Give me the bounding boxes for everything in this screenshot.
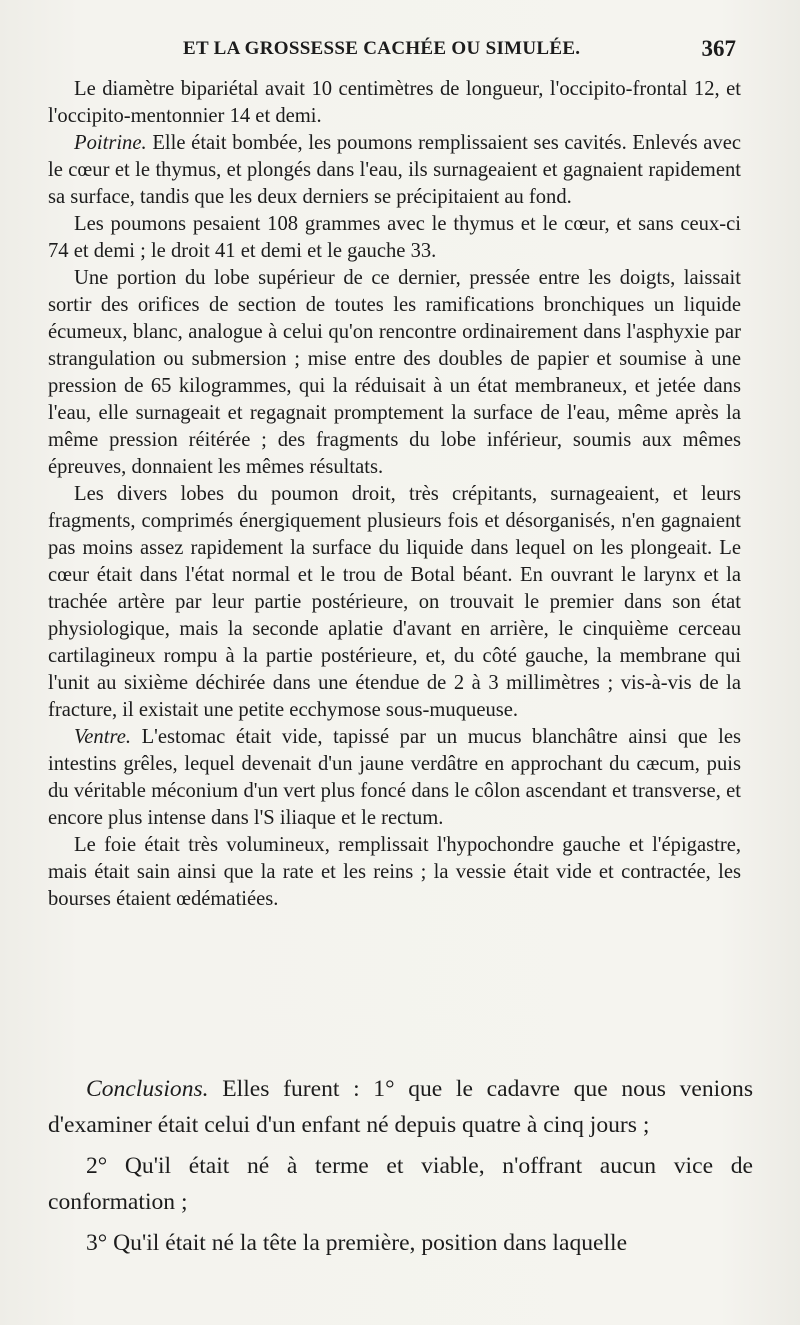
paragraph-ventre: Ventre. L'estomac était vide, tapissé par un mucus blanchâtre ainsi que les intestins grêles, lequel devenait d'un jaune verdâtre en approchant du cæcum, puis du véritable méconium d'un vert plus foncé dans le côlon ascendant et transverse, et encore plus intense dans l'S iliaque et le rectum. <box>48 726 741 829</box>
section-lead-poitrine: Poitrine. <box>74 132 147 154</box>
body-text <box>48 76 741 913</box>
section-lead-conclusions: Conclusions. <box>86 1076 209 1102</box>
paragraph-poitrine: Poitrine. Elle était bombée, les poumons remplissaient ses cavités. Enlevés avec le cœur et le thymus, et plongés dans l'eau, ils surnageaient et gagnaient rapidement sa surface, tandis que les deux derniers se précipitaient au fond. <box>48 132 741 208</box>
paragraph-right-lung: Les divers lobes du poumon droit, très crépitants, surnageaient, et leurs fragments, comprimés énergiquement plusieurs fois et désorganisés, n'en gagnaient pas moins assez rapidement la surface du liquide dans lequel on les plongeait. Le cœur était dans l'état normal et le trou de Botal béant. En ouvrant le larynx et la trachée artère par leur partie postérieure, on trouvait le premier dans son état physiologique, mais la seconde aplatie d'avant en arrière, le cinquième cerceau cartilagineux rompu à la partie postérieure, et, du côté gauche, la membrane qui l'unit au sixième déchirée dans une étendue de 2 à 3 millimètres ; vis-à-vis de la fracture, il existait une petite ecchymose sous-muqueuse. <box>48 483 741 721</box>
running-title: ET LA GROSSESSE CACHÉE OU SIMULÉE. <box>183 38 581 59</box>
page-header <box>0 38 800 68</box>
conclusion-2: 2° Qu'il était né à terme et viable, n'offrant aucun vice de conformation ; <box>48 1153 753 1215</box>
paragraph-liver: Le foie était très volumineux, remplissait l'hypochondre gauche et l'épigastre, mais était sain ainsi que la rate et les reins ; la vessie était vide et contractée, les bourses étaient œdématiées. <box>48 834 741 910</box>
section-lead-ventre: Ventre. <box>74 726 131 748</box>
paragraph-head-measurements: Le diamètre bipariétal avait 10 centimètres de longueur, l'occipito-frontal 12, et l'occipito-mentonnier 14 et demi. <box>48 78 741 127</box>
conclusion-3: 3° Qu'il était né la tête la première, position dans laquelle <box>86 1230 628 1256</box>
conclusions-section <box>48 1071 753 1266</box>
conclusion-1: Conclusions. Elles furent : 1° que le cadavre que nous venions d'examiner était celui d'un enfant né depuis quatre à cinq jours ; <box>48 1076 753 1138</box>
paragraph-upper-lobe: Une portion du lobe supérieur de ce dernier, pressée entre les doigts, laissait sortir des orifices de section de toutes les ramifications bronchiques un liquide écumeux, blanc, analogue à celui qu'on rencontre ordinairement dans l'asphyxie par strangulation ou submersion ; mise entre des doubles de papier et soumise à une pression de 65 kilogrammes, qui la réduisait à un état membraneux, et jetée dans l'eau, elle surnageait et regagnait promptement la surface de l'eau, même après la même pression réitérée ; des fragments du lobe inférieur, soumis aux mêmes épreuves, donnaient les mêmes résultats. <box>48 267 741 478</box>
page-number: 367 <box>701 36 736 61</box>
paragraph-lung-weights: Les poumons pesaient 108 grammes avec le thymus et le cœur, et sans ceux-ci 74 et demi ; le droit 41 et demi et le gauche 33. <box>48 213 741 262</box>
